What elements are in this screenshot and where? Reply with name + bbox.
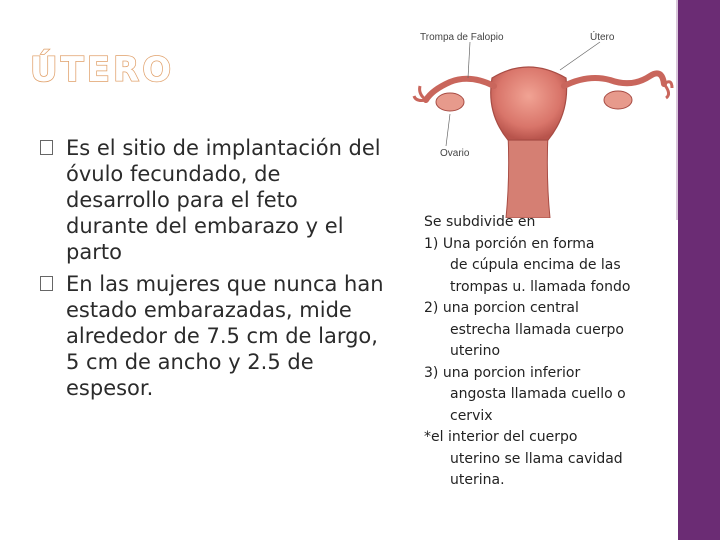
subdivision-item-3 — [424, 363, 642, 428]
item-text: Una porción en forma — [442, 235, 595, 252]
label-ovary: Ovario — [440, 148, 470, 159]
item-text: una porcion central — [442, 300, 579, 316]
uterus-diagram-icon — [410, 28, 678, 218]
bullet-text-1: Es el sitio de implantación del óvulo fecundado, de desarrollo para el feto durante del embarazo y el parto — [66, 136, 381, 264]
subdivision-item-1 — [424, 234, 642, 299]
subdivision-intro: Se subdivide en — [424, 214, 536, 230]
item-number: 1) — [424, 235, 439, 252]
bullet-box-icon — [40, 276, 53, 291]
subdivision-item-2 — [424, 298, 642, 363]
item-continuation: estrecha llamada cuerpo uterino — [450, 321, 624, 359]
subdivision-note — [424, 427, 642, 492]
item-continuation: angosta llamada cuello o cervix — [450, 386, 626, 424]
item-continuation: de cúpula encima de las trompas u. llamada fondo — [450, 257, 631, 295]
item-text: una porcion inferior — [442, 364, 581, 381]
bullet-item-2 — [40, 271, 385, 401]
bullet-item-1 — [40, 135, 385, 265]
label-uterus: Útero — [590, 32, 615, 43]
bullet-list — [40, 135, 385, 407]
image-divider — [676, 0, 678, 220]
subdivision-text — [424, 212, 642, 492]
bullet-text-2: En las mujeres que nunca han estado embarazadas, mide alrededor de 7.5 cm de largo, 5 cm de ancho y 2.5 de espesor. — [66, 272, 384, 400]
note-text: *el interior del cuerpo — [424, 429, 578, 445]
decorative-side-bar — [678, 0, 720, 540]
item-number: 2) — [424, 300, 439, 316]
bullet-box-icon — [40, 140, 53, 155]
item-number: 3) — [424, 364, 439, 381]
note-continuation: uterino se llama cavidad uterina. — [450, 450, 623, 488]
label-fallopian-tube: Trompa de Falopio — [420, 32, 504, 43]
page-title: ÚTERO — [30, 50, 175, 90]
uterus-illustration — [410, 28, 678, 218]
